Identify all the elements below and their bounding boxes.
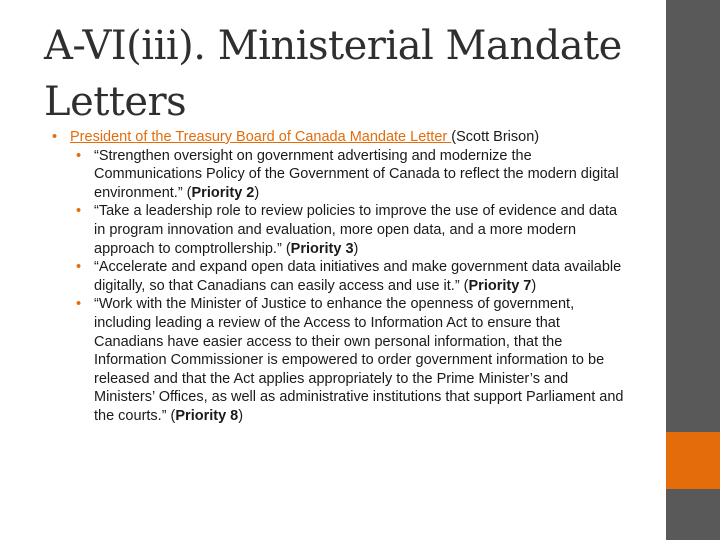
bullet-mandate-letter <box>52 128 632 147</box>
priority-close: ) <box>353 240 359 257</box>
priority-close: ) <box>531 277 537 294</box>
priority-label: Priority 2 <box>191 184 255 201</box>
bullet-icon: • <box>76 296 82 313</box>
slide-content <box>52 128 632 426</box>
priority-quote: “Accelerate and expand open data initiatives and make government data available digitally, so that Canadians can easily access and use it.” ( <box>94 259 622 294</box>
priority-item <box>52 202 632 258</box>
mandate-letter-link[interactable]: President of the Treasury Board of Canada Mandate Letter <box>70 129 452 145</box>
priority-list <box>52 147 632 426</box>
priority-item <box>52 147 632 203</box>
priority-quote: “Strengthen oversight on government advertising and modernize the Communications Policy of the Government of Canada to reflect the modern digital environment.” ( <box>94 147 619 201</box>
priority-label: Priority 3 <box>290 240 354 257</box>
priority-quote: “Work with the Minister of Justice to enhance the openness of government, including leading a review of the Access to Information Act to ensure that Canadians have easier access to their own personal information, that the Information Commissioner is empowered to order government information to be released and that the Act applies appropriately to the Prime Minister’s and Ministers’ Offices, as well as administrative institutions that support Parliament and the courts.” ( <box>94 296 624 424</box>
priority-item <box>52 295 632 425</box>
slide-title: A-VI(iii). Ministerial Mandate Letters <box>44 23 622 125</box>
bullet-icon: • <box>52 129 58 145</box>
minister-name: (Scott Brison) <box>451 129 540 145</box>
priority-quote: “Take a leadership role to review policies to improve the use of evidence and data in program innovation and evaluation, more open data, and a more modern approach to comptrollership.” ( <box>94 203 618 257</box>
bullet-icon: • <box>76 147 82 164</box>
priority-label: Priority 7 <box>468 277 532 294</box>
priority-close: ) <box>238 407 244 424</box>
sidebar-accent-block <box>666 432 720 489</box>
priority-item <box>52 258 632 295</box>
bullet-icon: • <box>76 203 82 220</box>
priority-close: ) <box>254 184 260 201</box>
priority-label: Priority 8 <box>175 407 239 424</box>
bullet-icon: • <box>76 259 82 276</box>
